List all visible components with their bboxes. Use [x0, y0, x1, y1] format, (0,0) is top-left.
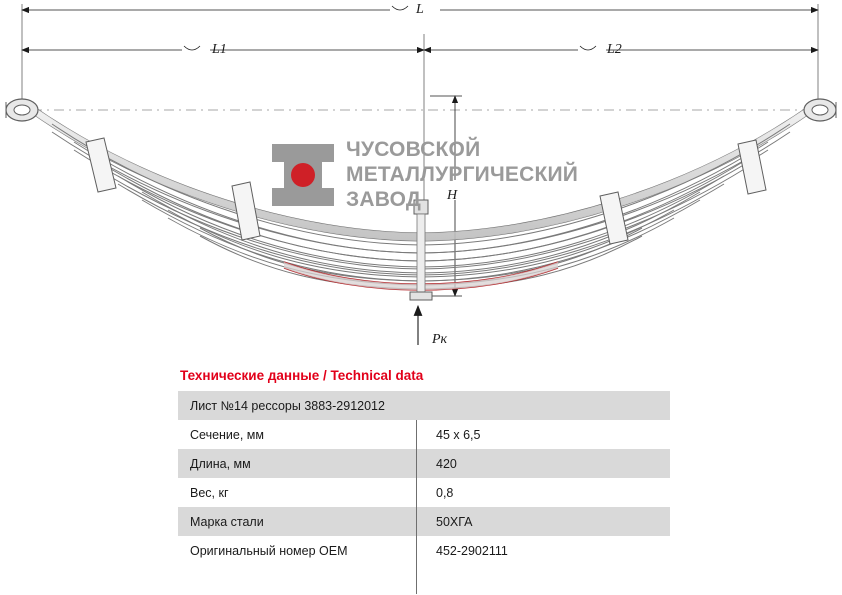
dimension-label-H: H — [447, 188, 458, 203]
watermark-line-2: МЕТАЛЛУРГИЧЕСКИЙ — [346, 162, 579, 186]
row-label: Вес, кг — [178, 478, 424, 507]
row-value: 452-2902111 — [424, 536, 670, 565]
table-row — [178, 478, 670, 507]
table-row — [178, 507, 670, 536]
dimension-label-Pk: Pк — [432, 332, 448, 347]
row-label: Оригинальный номер ОЕМ — [178, 536, 424, 565]
row-value: 50ХГА — [424, 507, 670, 536]
spring-eye-left — [6, 99, 38, 121]
spring-eye-right — [804, 99, 836, 121]
leaf-stack — [6, 99, 836, 300]
table-column-divider — [416, 420, 417, 594]
table-row — [178, 536, 670, 565]
watermark-line-1: ЧУСОВСКОЙ — [346, 138, 481, 161]
row-label: Марка стали — [178, 507, 424, 536]
row-value: 0,8 — [424, 478, 670, 507]
technical-data-block — [178, 368, 670, 565]
dimension-extension-lines — [22, 4, 818, 210]
clamp-right-outer — [738, 140, 766, 194]
table-row — [178, 449, 670, 478]
table-header-cell: Лист №14 рессоры 3883-2912012 — [178, 391, 670, 420]
row-label: Длина, мм — [178, 449, 424, 478]
row-label: Сечение, мм — [178, 420, 424, 449]
row-value: 45 х 6,5 — [424, 420, 670, 449]
table-row — [178, 420, 670, 449]
dimension-label-L: L — [416, 2, 424, 17]
row-value: 420 — [424, 449, 670, 478]
technical-data-table — [178, 391, 670, 565]
dimension-label-L1: L1 — [212, 42, 227, 57]
technical-data-title: Технические данные / Technical data — [180, 368, 424, 383]
clamp-left-inner — [232, 182, 260, 240]
table-row — [178, 391, 670, 420]
dimension-label-L2: L2 — [607, 42, 622, 57]
watermark-line-3: ЗАВОД — [346, 187, 421, 211]
